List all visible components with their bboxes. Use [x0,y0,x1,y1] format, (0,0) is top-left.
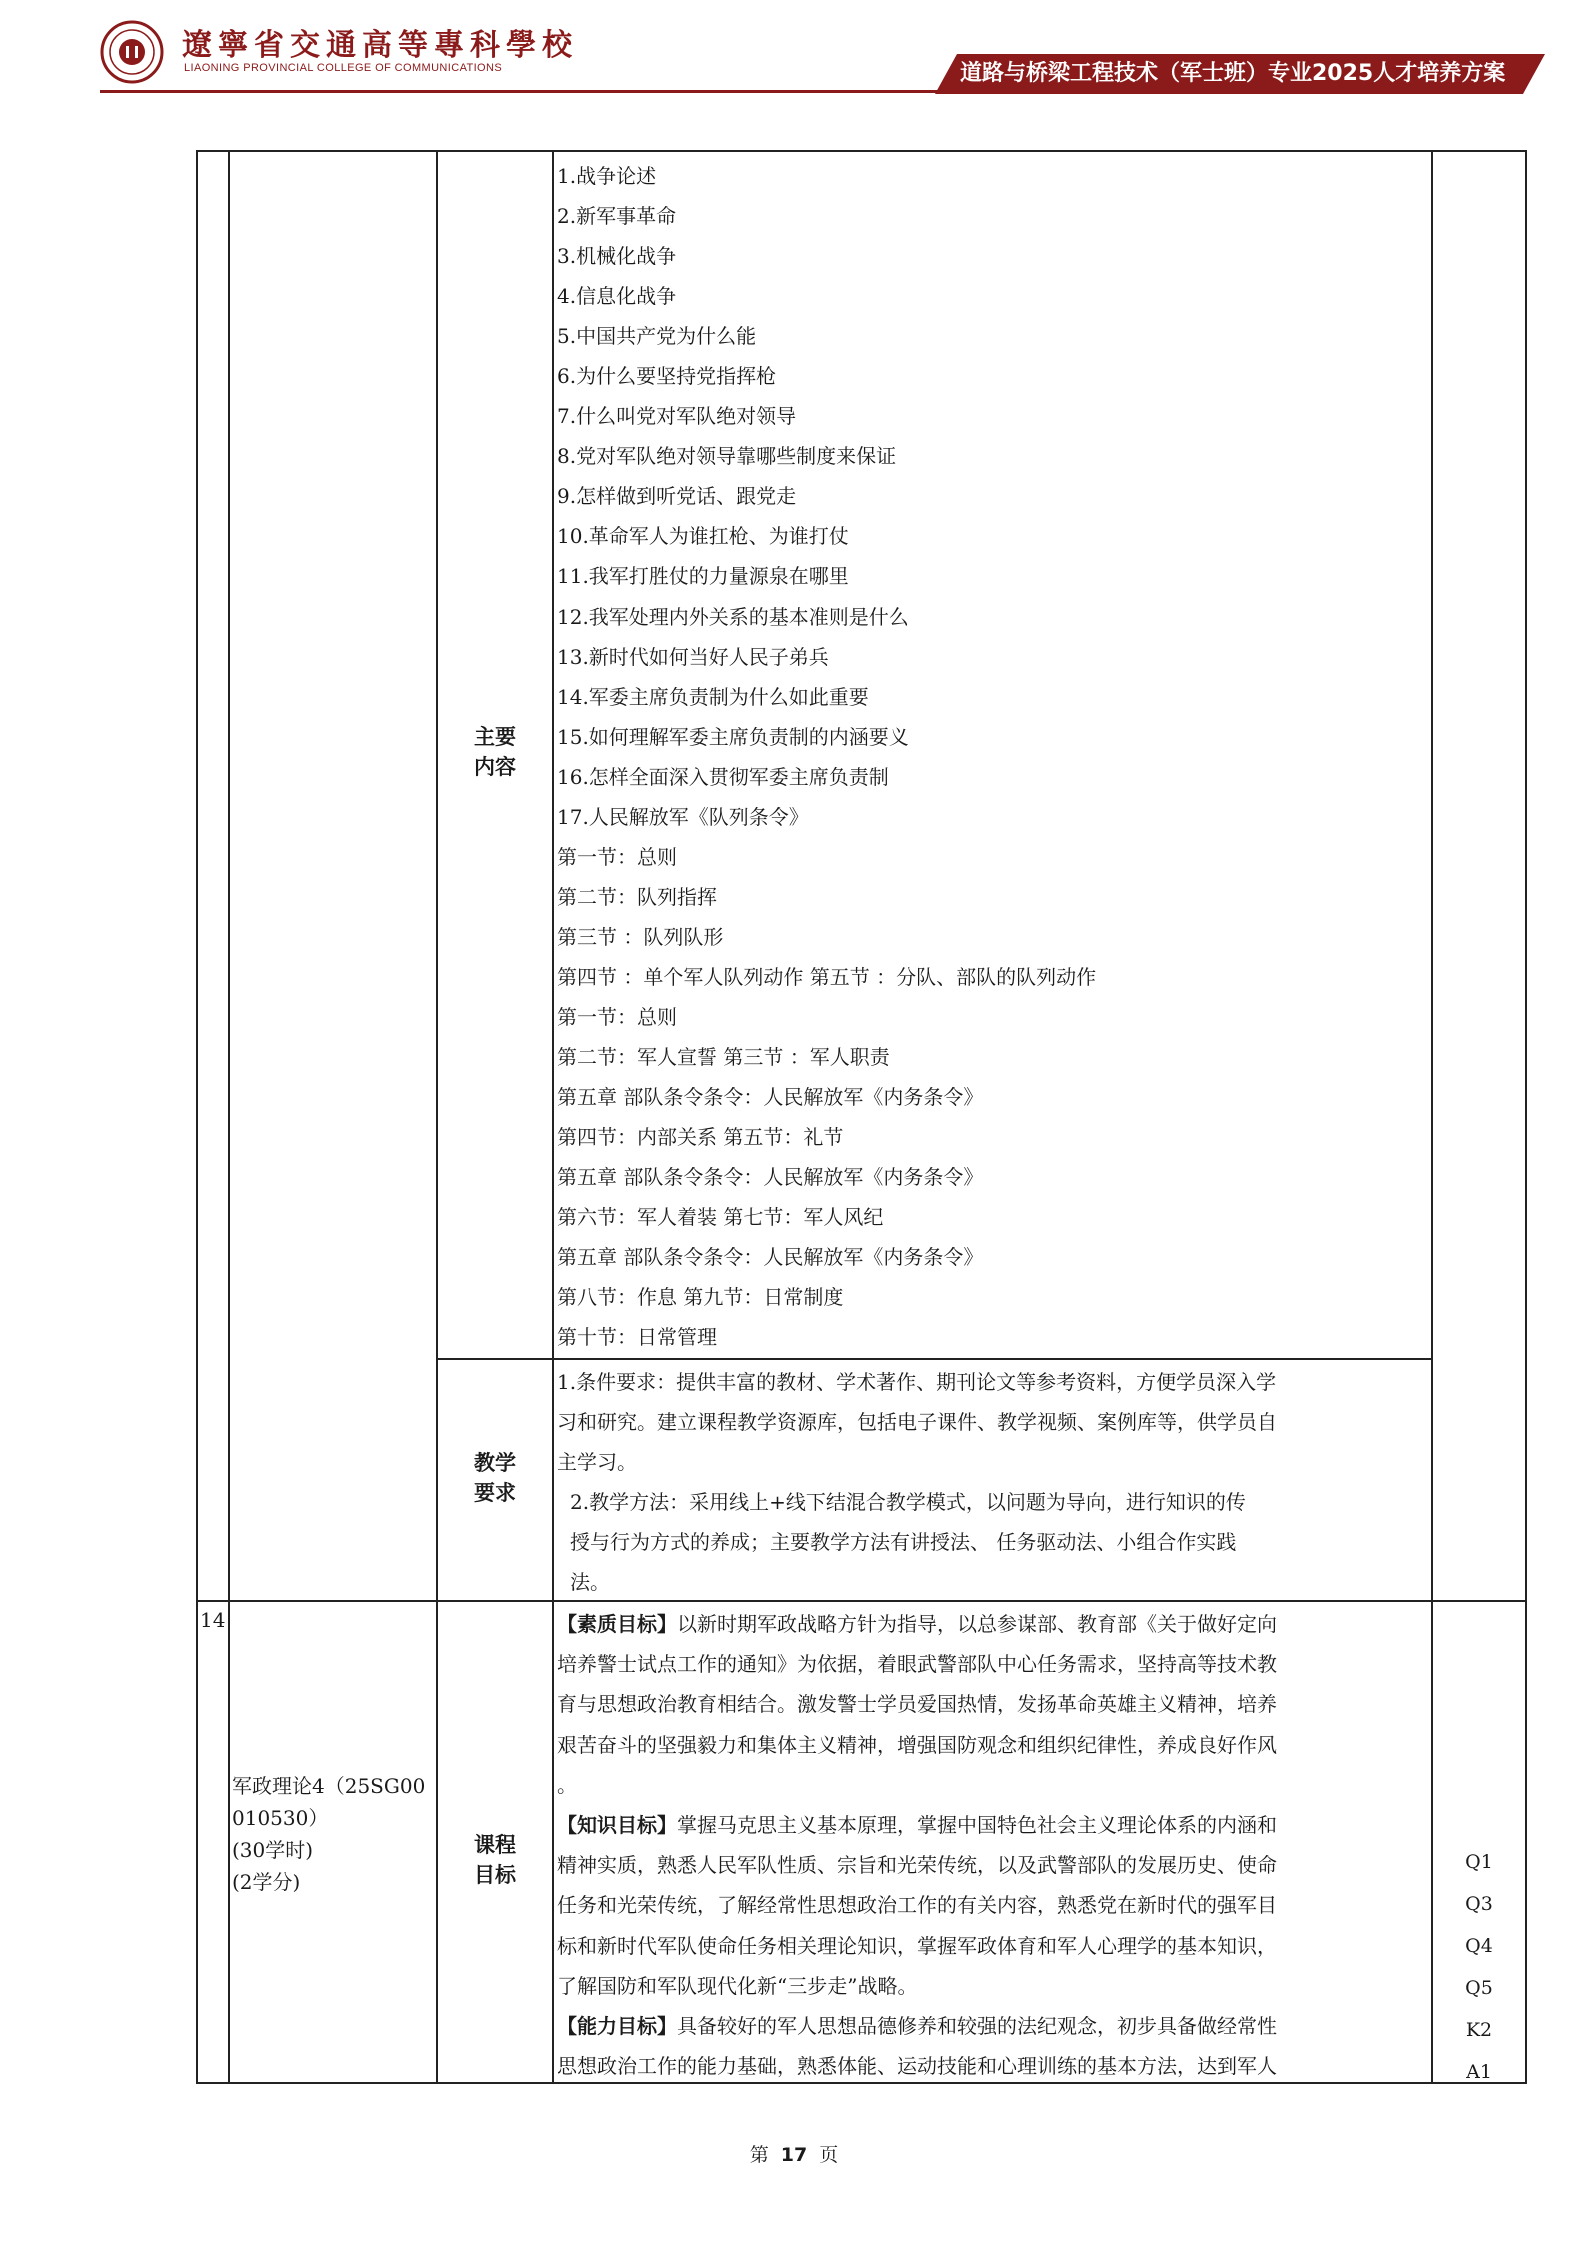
content-line: 4.信息化战争 [557,284,677,309]
objective-tag: 【知识目标】 [557,1812,677,1837]
page-header [0,0,1588,100]
school-seal-icon [100,20,164,84]
objective-line [557,1765,1277,1805]
objective-text: 标和新时代军队使命任务相关理论知识，掌握军政体育和军人心理学的基本知识， [557,1933,1277,1958]
course-name [232,1770,425,1898]
course-objectives [557,1604,1277,2086]
objective-line [557,2046,1277,2086]
content-line: 2.新军事革命 [557,204,677,229]
objective-line [557,1966,1277,2006]
ability-codes [1452,1841,1506,2093]
ability-code: Q3 [1465,1893,1493,1915]
objective-line [557,1725,1277,1765]
content-line: 16.怎样全面深入贯彻军委主席负责制 [557,764,889,789]
content-line: 17.人民解放军《队列条令》 [557,804,809,829]
teaching-methods [570,1482,1246,1602]
main-content-list [557,156,1096,1357]
course-number: 14 [200,1608,226,1632]
requirement-line: 法。 [570,1570,610,1594]
content-line: 第二节：军人宣誓 第三节 ：军人职责 [557,1045,890,1070]
objective-tag: 【素质目标】 [557,1612,677,1636]
content-line: 第一节：总则 [557,844,677,869]
ability-code: Q4 [1465,1935,1493,1957]
objective-text: 任务和光荣传统，了解经常性思想政治工作的有关内容，熟悉党在新时代的强军目 [557,1893,1277,1918]
objective-line [557,1644,1277,1684]
label-course-objectives: 课程 目标 [474,1833,516,1887]
objective-text: 以新时期军政战略方针为指导，以总参谋部、教育部《关于做好定向 [677,1612,1277,1636]
course-name-line: (2学分) [232,1870,301,1894]
course-name-line: 军政理论4（25SG00 [232,1774,426,1798]
label-teaching-requirements: 教学 要求 [474,1451,516,1505]
content-line: 11.我军打胜仗的力量源泉在哪里 [557,564,849,589]
objective-line [557,1845,1277,1885]
ability-code: K2 [1465,2019,1493,2041]
page-footer [0,2140,1588,2167]
page-number: 17 [780,2144,808,2166]
content-line: 第八节：作息 第九节：日常制度 [557,1285,844,1310]
objective-line [557,1805,1277,1845]
objective-text: 思想政治工作的能力基础，熟悉体能、运动技能和心理训练的基本方法，达到军人 [557,2054,1277,2079]
content-line: 12.我军处理内外关系的基本准则是什么 [557,604,909,629]
requirement-line: 授与行为方式的养成；主要教学方法有讲授法、 任务驱动法、小组合作实践 [570,1530,1237,1554]
requirement-line: 主学习。 [557,1450,637,1474]
content-line: 第十节：日常管理 [557,1325,717,1350]
document-title: 道路与桥梁工程技术（军士班）专业2025人才培养方案 [960,61,1506,86]
content-line: 第二节：队列指挥 [557,884,717,909]
objective-text: 。 [557,1772,577,1797]
objective-line [557,1604,1277,1644]
content-line: 第四节 ：单个军人队列动作 第五节 ：分队、部队的队列动作 [557,964,1097,989]
content-line: 第一节：总则 [557,1004,677,1029]
objective-text: 具备较好的军人思想品德修养和较强的法纪观念，初步具备做经常性 [677,2013,1277,2038]
objective-text: 育与思想政治教育相结合。激发警士学员爱国热情，发扬革命英雄主义精神，培养 [557,1692,1277,1717]
content-line: 3.机械化战争 [557,244,677,269]
content-line: 8.党对军队绝对领导靠哪些制度来保证 [557,444,897,469]
objective-text: 艰苦奋斗的坚强毅力和集体主义精神，增强国防观念和组织纪律性，养成良好作风 [557,1732,1277,1757]
page-suffix: 页 [819,2144,839,2166]
objective-text: 了解国防和军队现代化新“三步走”战略。 [557,1973,918,1998]
content-line: 第五章 部队条令条令：人民解放军《内务条令》 [557,1085,984,1110]
objective-line [557,1926,1277,1966]
curriculum-table [196,150,1527,2084]
content-line: 5.中国共产党为什么能 [557,324,757,349]
requirement-line: 1.条件要求：提供丰富的教材、学术著作、期刊论文等参考资料，方便学员深入学 [557,1370,1277,1394]
objective-text: 精神实质，熟悉人民军队性质、宗旨和光荣传统，以及武警部队的发展历史、使命 [557,1853,1277,1878]
objective-text: 培养警士试点工作的通知》为依据，着眼武警部队中心任务需求，坚持高等技术教 [557,1652,1277,1677]
content-line: 13.新时代如何当好人民子弟兵 [557,644,829,669]
objective-line [557,1684,1277,1724]
objective-tag: 【能力目标】 [557,2013,677,2038]
content-line: 15.如何理解军委主席负责制的内涵要义 [557,724,909,749]
content-line: 7.什么叫党对军队绝对领导 [557,404,797,429]
content-line: 第六节：军人着装 第七节：军人风纪 [557,1205,884,1230]
objective-line [557,2006,1277,2046]
content-line: 第三节 ：队列队形 [557,924,724,949]
content-line: 第五章 部队条令条令：人民解放军《内务条令》 [557,1245,984,1270]
requirement-line: 习和研究。建立课程教学资源库，包括电子课件、教学视频、案例库等，供学员自 [557,1410,1277,1434]
objective-text: 掌握马克思主义基本原理，掌握中国特色社会主义理论体系的内涵和 [677,1812,1277,1837]
ability-code: Q1 [1465,1851,1493,1873]
course-name-line: (30学时) [232,1838,314,1862]
teaching-conditions [557,1362,1277,1482]
content-line: 10.革命军人为谁扛枪、为谁打仗 [557,524,849,549]
content-line: 第五章 部队条令条令：人民解放军《内务条令》 [557,1165,984,1190]
label-main-content: 主要 内容 [474,725,516,779]
objective-line [557,1885,1277,1925]
ability-code: Q5 [1465,1977,1493,1999]
ability-code: A1 [1466,2061,1492,2083]
content-line: 14.军委主席负责制为什么如此重要 [557,684,869,709]
content-line: 第四节：内部关系 第五节：礼节 [557,1125,844,1150]
school-name-cn: 遼寧省交通高等專科學校 [182,28,578,63]
page-prefix: 第 [749,2144,769,2166]
content-line: 6.为什么要坚持党指挥枪 [557,364,777,389]
school-name-en: LIAONING PROVINCIAL COLLEGE OF COMMUNICATIONS [184,62,503,74]
content-line: 1.战争论述 [557,164,657,188]
requirement-line: 2.教学方法：采用线上+线下结混合教学模式，以问题为导向，进行知识的传 [570,1490,1246,1514]
course-name-line: 010530） [232,1806,329,1830]
header-divider [100,90,950,93]
content-line: 9.怎样做到听党话、跟党走 [557,484,797,509]
